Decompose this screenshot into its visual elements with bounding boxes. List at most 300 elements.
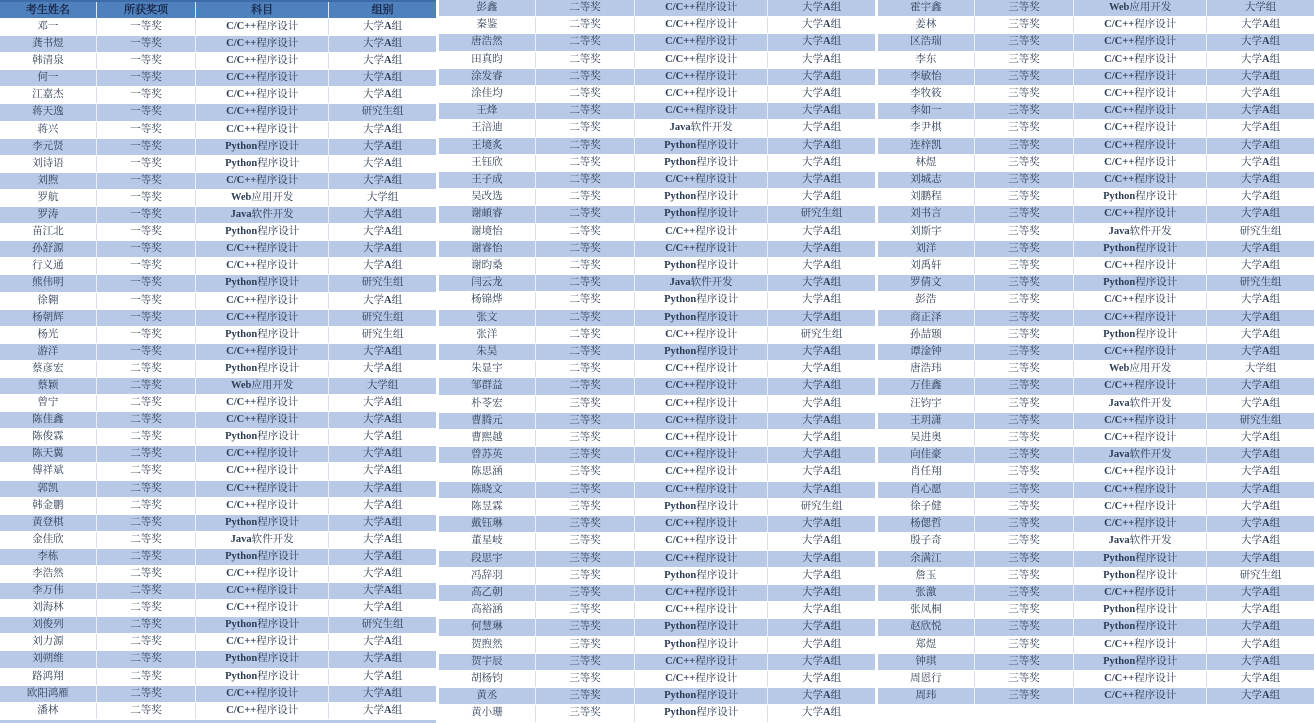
cell-group: 大学A组 bbox=[802, 483, 842, 495]
table-body-left bbox=[0, 19, 436, 720]
cell-name: 行义通 bbox=[0, 258, 97, 274]
cell-group: 大学A组 bbox=[802, 2, 842, 13]
cell-subject: Python程序设计 bbox=[1074, 189, 1207, 205]
cell-group: 大学A组 bbox=[802, 604, 842, 616]
cell-name: 蒋兴 bbox=[0, 122, 97, 138]
cell-subject: C/C++程序设计 bbox=[1074, 172, 1207, 188]
table-row bbox=[878, 619, 1314, 636]
cell-award: 三等奖 bbox=[536, 654, 635, 670]
cell-group: 大学A组 bbox=[802, 156, 842, 168]
cell-award: 二等奖 bbox=[536, 344, 635, 360]
cell-subject: C/C++程序设计 bbox=[1074, 344, 1207, 360]
table-row bbox=[0, 36, 436, 53]
cell-subject: C/C++程序设计 bbox=[1074, 413, 1207, 429]
cell-group: 大学A组 bbox=[363, 72, 403, 84]
table-row bbox=[439, 568, 875, 585]
cell-group: 大学A组 bbox=[363, 516, 403, 528]
cell-subject: C/C++程序设计 bbox=[196, 600, 329, 616]
table-row bbox=[439, 34, 875, 51]
cell-group: 大学A组 bbox=[802, 191, 842, 203]
cell-group: 大学A组 bbox=[802, 139, 842, 151]
cell-award: 三等奖 bbox=[975, 551, 1074, 567]
table-row bbox=[878, 671, 1314, 688]
table-row bbox=[0, 327, 436, 344]
table-row bbox=[878, 447, 1314, 464]
cell-subject: C/C++程序设计 bbox=[1074, 69, 1207, 85]
cell-award: 三等奖 bbox=[975, 688, 1074, 704]
cell-name: 谭淦钟 bbox=[878, 344, 975, 360]
cell-award: 一等奖 bbox=[97, 344, 196, 360]
cell-name: 肖心愿 bbox=[878, 482, 975, 498]
table-row bbox=[0, 190, 436, 207]
cell-subject: Python程序设计 bbox=[635, 258, 768, 274]
cell-award: 三等奖 bbox=[975, 292, 1074, 308]
cell-award: 三等奖 bbox=[975, 671, 1074, 687]
cell-name: 金佳欣 bbox=[0, 532, 97, 548]
cell-subject: C/C++程序设计 bbox=[196, 310, 329, 326]
cell-award: 二等奖 bbox=[97, 617, 196, 633]
cell-award: 三等奖 bbox=[975, 17, 1074, 33]
cell-subject: C/C++程序设计 bbox=[635, 464, 768, 480]
cell-award: 二等奖 bbox=[536, 120, 635, 136]
table-row bbox=[0, 600, 436, 617]
table-row bbox=[0, 395, 436, 412]
table-row bbox=[878, 430, 1314, 447]
cell-group: 大学A组 bbox=[1241, 242, 1281, 254]
cell-group: 大学A组 bbox=[1241, 70, 1281, 82]
cell-group: 大学A组 bbox=[363, 465, 403, 477]
cell-name: 涂佳均 bbox=[439, 86, 536, 102]
cell-name: 张文 bbox=[439, 310, 536, 326]
cell-name: 冯辞羽 bbox=[439, 568, 536, 584]
cell-name: 孙喆颋 bbox=[878, 327, 975, 343]
table-row bbox=[878, 499, 1314, 516]
cell-subject: Python程序设计 bbox=[635, 499, 768, 515]
cell-group: 大学A组 bbox=[363, 687, 403, 699]
cell-subject: C/C++程序设计 bbox=[1074, 464, 1207, 480]
cell-group: 大学A组 bbox=[1241, 500, 1281, 512]
table-row bbox=[439, 17, 875, 34]
cell-subject: C/C++程序设计 bbox=[196, 634, 329, 650]
cell-name: 蔡颖 bbox=[0, 378, 97, 394]
cell-award: 三等奖 bbox=[536, 602, 635, 618]
cell-award: 三等奖 bbox=[975, 275, 1074, 291]
cell-group: 大学A组 bbox=[363, 226, 403, 238]
cell-name: 谢昀桑 bbox=[439, 258, 536, 274]
table-row bbox=[439, 241, 875, 258]
cell-subject: C/C++程序设计 bbox=[196, 412, 329, 428]
cell-award: 一等奖 bbox=[97, 139, 196, 155]
cell-subject: C/C++程序设计 bbox=[196, 122, 329, 138]
cell-award: 三等奖 bbox=[536, 671, 635, 687]
cell-award: 三等奖 bbox=[975, 138, 1074, 154]
cell-award: 三等奖 bbox=[536, 499, 635, 515]
cell-name: 杨朝辉 bbox=[0, 310, 97, 326]
cell-subject: C/C++程序设计 bbox=[635, 602, 768, 618]
cell-group: 大学A组 bbox=[802, 174, 842, 186]
cell-award: 三等奖 bbox=[975, 103, 1074, 119]
cell-group: 大学A组 bbox=[1241, 380, 1281, 392]
cell-award: 三等奖 bbox=[975, 310, 1074, 326]
cell-award: 三等奖 bbox=[975, 206, 1074, 222]
table-row bbox=[439, 310, 875, 327]
cell-group: 大学A组 bbox=[363, 431, 403, 443]
cell-name: 曹腾元 bbox=[439, 413, 536, 429]
cell-name: 朴苓宏 bbox=[439, 396, 536, 412]
cell-award: 三等奖 bbox=[975, 69, 1074, 85]
cell-name: 李牧筱 bbox=[878, 86, 975, 102]
cell-name: 唐浩玮 bbox=[878, 361, 975, 377]
cell-subject: Python程序设计 bbox=[196, 275, 329, 291]
cell-award: 二等奖 bbox=[97, 703, 196, 719]
cell-group: 研究生组 bbox=[361, 106, 404, 118]
cell-award: 二等奖 bbox=[536, 327, 635, 343]
cell-award: 三等奖 bbox=[975, 258, 1074, 274]
cell-subject: C/C++程序设计 bbox=[196, 583, 329, 599]
cell-name: 陈昱霖 bbox=[439, 499, 536, 515]
cell-award: 三等奖 bbox=[975, 533, 1074, 549]
cell-subject: C/C++程序设计 bbox=[635, 396, 768, 412]
table-row bbox=[0, 207, 436, 224]
table-row bbox=[878, 189, 1314, 206]
table-row bbox=[878, 602, 1314, 619]
table-row bbox=[878, 310, 1314, 327]
cell-subject: C/C++程序设计 bbox=[1074, 17, 1207, 33]
table-row bbox=[878, 482, 1314, 499]
table-row bbox=[0, 566, 436, 583]
table-row bbox=[439, 533, 875, 550]
cell-award: 三等奖 bbox=[536, 396, 635, 412]
table-row bbox=[878, 533, 1314, 550]
cell-group: 大学A组 bbox=[1241, 604, 1281, 616]
cell-group: 大学A组 bbox=[802, 672, 842, 684]
cell-award: 三等奖 bbox=[975, 568, 1074, 584]
cell-group: 大学A组 bbox=[363, 243, 403, 255]
table-row bbox=[439, 52, 875, 69]
cell-name: 钟琪 bbox=[878, 654, 975, 670]
cell-subject: Python程序设计 bbox=[1074, 602, 1207, 618]
cell-subject: C/C++程序设计 bbox=[635, 378, 768, 394]
cell-subject: Python程序设计 bbox=[1074, 568, 1207, 584]
cell-group: 大学A组 bbox=[1241, 53, 1281, 65]
cell-award: 一等奖 bbox=[97, 53, 196, 69]
cell-award: 一等奖 bbox=[97, 258, 196, 274]
cell-name: 何一 bbox=[0, 70, 97, 86]
table-row bbox=[0, 463, 436, 480]
cell-name: 霍宇鑫 bbox=[878, 0, 975, 16]
table-row bbox=[439, 464, 875, 481]
table-row bbox=[878, 361, 1314, 378]
cell-subject: C/C++程序设计 bbox=[635, 516, 768, 532]
cell-subject: Python程序设计 bbox=[196, 156, 329, 172]
cell-group: 大学A组 bbox=[363, 533, 403, 545]
cell-name: 李东 bbox=[878, 52, 975, 68]
cell-group: 研究生组 bbox=[1239, 569, 1282, 581]
table-row bbox=[878, 585, 1314, 602]
cell-subject: C/C++程序设计 bbox=[635, 482, 768, 498]
cell-subject: C/C++程序设计 bbox=[635, 413, 768, 429]
cell-award: 二等奖 bbox=[97, 481, 196, 497]
cell-subject: C/C++程序设计 bbox=[635, 103, 768, 119]
cell-name: 戴钰琳 bbox=[439, 516, 536, 532]
cell-name: 赵欣悦 bbox=[878, 619, 975, 635]
cell-group: 大学A组 bbox=[802, 277, 842, 289]
cell-award: 一等奖 bbox=[97, 122, 196, 138]
cell-name: 孙舒源 bbox=[0, 241, 97, 257]
cell-subject: C/C++程序设计 bbox=[196, 395, 329, 411]
cell-name: 唐浩然 bbox=[439, 34, 536, 50]
cell-award: 二等奖 bbox=[97, 686, 196, 702]
cell-award: 二等奖 bbox=[536, 34, 635, 50]
cell-subject: Python程序设计 bbox=[1074, 619, 1207, 635]
cell-subject: C/C++程序设计 bbox=[1074, 585, 1207, 601]
cell-group: 大学A组 bbox=[802, 449, 842, 461]
cell-subject: C/C++程序设计 bbox=[1074, 86, 1207, 102]
cell-subject: Web应用开发 bbox=[1074, 0, 1207, 16]
cell-subject: Python程序设计 bbox=[635, 568, 768, 584]
cell-subject: Python程序设计 bbox=[196, 651, 329, 667]
cell-award: 三等奖 bbox=[536, 637, 635, 653]
cell-subject: Web应用开发 bbox=[1074, 361, 1207, 377]
cell-subject: Java软件开发 bbox=[196, 207, 329, 223]
table-row bbox=[878, 206, 1314, 223]
table-row bbox=[0, 139, 436, 156]
cell-subject: C/C++程序设计 bbox=[196, 498, 329, 514]
cell-group: 大学A组 bbox=[363, 602, 403, 614]
table-row bbox=[0, 583, 436, 600]
cell-award: 一等奖 bbox=[97, 156, 196, 172]
cell-name: 王烽 bbox=[439, 103, 536, 119]
table-row bbox=[439, 172, 875, 189]
cell-award: 二等奖 bbox=[97, 669, 196, 685]
cell-name: 张凤桐 bbox=[878, 602, 975, 618]
cell-subject: C/C++程序设计 bbox=[1074, 138, 1207, 154]
cell-name: 林煜 bbox=[878, 155, 975, 171]
table-row bbox=[439, 637, 875, 654]
table-row bbox=[439, 499, 875, 516]
cell-name: 路鸿翔 bbox=[0, 669, 97, 685]
cell-name: 刘书言 bbox=[878, 206, 975, 222]
table-row bbox=[439, 619, 875, 636]
cell-name: 吴进奥 bbox=[878, 430, 975, 446]
cell-name: 向佳豪 bbox=[878, 447, 975, 463]
table-row bbox=[878, 224, 1314, 241]
table-row bbox=[439, 69, 875, 86]
table-row bbox=[878, 172, 1314, 189]
cell-subject: C/C++程序设计 bbox=[635, 551, 768, 567]
table-row bbox=[0, 53, 436, 70]
cell-award: 三等奖 bbox=[975, 0, 1074, 16]
table-row bbox=[439, 671, 875, 688]
cell-group: 大学A组 bbox=[802, 294, 842, 306]
cell-award: 二等奖 bbox=[536, 292, 635, 308]
cell-subject: C/C++程序设计 bbox=[635, 327, 768, 343]
cell-group: 大学A组 bbox=[802, 70, 842, 82]
cell-subject: C/C++程序设计 bbox=[196, 463, 329, 479]
cell-group: 研究生组 bbox=[1239, 225, 1282, 237]
table-row bbox=[439, 120, 875, 137]
table-row bbox=[878, 654, 1314, 671]
table-row bbox=[878, 551, 1314, 568]
cell-name: 欧阳鸿雁 bbox=[0, 686, 97, 702]
cell-name: 刘斯宇 bbox=[878, 224, 975, 240]
cell-award: 二等奖 bbox=[536, 138, 635, 154]
cell-subject: C/C++程序设计 bbox=[1074, 482, 1207, 498]
cell-award: 二等奖 bbox=[97, 532, 196, 548]
cell-name: 黄登棋 bbox=[0, 515, 97, 531]
cell-subject: Python程序设计 bbox=[1074, 327, 1207, 343]
cell-name: 蔡彦宏 bbox=[0, 361, 97, 377]
cell-name: 刘力源 bbox=[0, 634, 97, 650]
cell-group: 研究生组 bbox=[800, 328, 843, 340]
cell-award: 三等奖 bbox=[975, 464, 1074, 480]
cell-name: 邓一 bbox=[0, 19, 97, 35]
cell-subject: C/C++程序设计 bbox=[635, 0, 768, 16]
cell-name: 江嘉杰 bbox=[0, 87, 97, 103]
table-row bbox=[878, 258, 1314, 275]
cell-award: 二等奖 bbox=[97, 600, 196, 616]
cell-name: 李如一 bbox=[878, 103, 975, 119]
cell-award: 二等奖 bbox=[97, 566, 196, 582]
cell-subject: Python程序设计 bbox=[196, 327, 329, 343]
table-row bbox=[439, 482, 875, 499]
cell-group: 研究生组 bbox=[800, 500, 843, 512]
column-header-candidate-name: 考生姓名 bbox=[0, 2, 97, 18]
table-row bbox=[0, 87, 436, 104]
table-row bbox=[439, 585, 875, 602]
table-row bbox=[0, 669, 436, 686]
cell-subject: Python程序设计 bbox=[196, 617, 329, 633]
cell-name: 董星岐 bbox=[439, 533, 536, 549]
table-row bbox=[439, 0, 875, 17]
cell-name: 段思宇 bbox=[439, 551, 536, 567]
table-row bbox=[0, 275, 436, 292]
cell-group: 大学A组 bbox=[802, 466, 842, 478]
cell-group: 大学A组 bbox=[363, 704, 403, 716]
cell-name: 陈天翼 bbox=[0, 446, 97, 462]
cell-group: 研究生组 bbox=[361, 311, 404, 323]
cell-subject: C/C++程序设计 bbox=[1074, 103, 1207, 119]
cell-subject: C/C++程序设计 bbox=[196, 258, 329, 274]
table-row bbox=[0, 344, 436, 361]
cell-award: 二等奖 bbox=[97, 446, 196, 462]
cell-subject: C/C++程序设计 bbox=[196, 241, 329, 257]
table-row bbox=[439, 378, 875, 395]
cell-group: 大学A组 bbox=[1241, 483, 1281, 495]
cell-award: 二等奖 bbox=[97, 651, 196, 667]
cell-subject: Python程序设计 bbox=[196, 224, 329, 240]
cell-name: 刘鹏程 bbox=[878, 189, 975, 205]
cell-name: 陈晓文 bbox=[439, 482, 536, 498]
cell-group: 研究生组 bbox=[361, 619, 404, 631]
cell-award: 一等奖 bbox=[97, 293, 196, 309]
cell-name: 姜林 bbox=[878, 17, 975, 33]
table-row bbox=[878, 69, 1314, 86]
cell-name: 徐翱 bbox=[0, 293, 97, 309]
cell-subject: Python程序设计 bbox=[1074, 275, 1207, 291]
cell-name: 商正泽 bbox=[878, 310, 975, 326]
cell-name: 闫云龙 bbox=[439, 275, 536, 291]
table-row bbox=[0, 122, 436, 139]
table-row bbox=[0, 481, 436, 498]
cell-group: 大学A组 bbox=[802, 397, 842, 409]
cell-name: 罗涛 bbox=[0, 207, 97, 223]
table-row bbox=[0, 156, 436, 173]
cell-group: 大学A组 bbox=[802, 242, 842, 254]
cell-award: 三等奖 bbox=[975, 516, 1074, 532]
cell-group: 大学A组 bbox=[363, 482, 403, 494]
cell-group: 大学A组 bbox=[1241, 191, 1281, 203]
cell-subject: C/C++程序设计 bbox=[1074, 671, 1207, 687]
cell-subject: C/C++程序设计 bbox=[196, 173, 329, 189]
table-row bbox=[439, 430, 875, 447]
cell-group: 大学A组 bbox=[802, 707, 842, 719]
cell-subject: Python程序设计 bbox=[635, 705, 768, 721]
table-row bbox=[878, 0, 1314, 17]
cell-group: 大学A组 bbox=[1241, 260, 1281, 272]
table-row bbox=[0, 651, 436, 668]
cell-group: 大学A组 bbox=[363, 260, 403, 272]
cell-group: 大学A组 bbox=[363, 209, 403, 221]
cell-subject: C/C++程序设计 bbox=[196, 566, 329, 582]
cell-subject: Java软件开发 bbox=[196, 532, 329, 548]
cell-subject: Python程序设计 bbox=[635, 619, 768, 635]
cell-subject: Python程序设计 bbox=[635, 292, 768, 308]
cell-subject: C/C++程序设计 bbox=[196, 481, 329, 497]
cell-group: 大学A组 bbox=[802, 638, 842, 650]
cell-group: 大学A组 bbox=[802, 380, 842, 392]
cell-subject: Python程序设计 bbox=[196, 139, 329, 155]
cell-subject: Web应用开发 bbox=[196, 378, 329, 394]
cell-name: 谢睿怡 bbox=[439, 241, 536, 257]
cell-subject: C/C++程序设计 bbox=[1074, 310, 1207, 326]
cell-group: 大学A组 bbox=[1241, 139, 1281, 151]
cell-name: 殷子奇 bbox=[878, 533, 975, 549]
cell-award: 三等奖 bbox=[975, 619, 1074, 635]
cell-subject: Python程序设计 bbox=[635, 155, 768, 171]
cell-name: 杨光 bbox=[0, 327, 97, 343]
cell-award: 二等奖 bbox=[536, 206, 635, 222]
cell-award: 一等奖 bbox=[97, 327, 196, 343]
cell-subject: C/C++程序设计 bbox=[1074, 155, 1207, 171]
cell-award: 二等奖 bbox=[97, 361, 196, 377]
cell-name: 区浩瑞 bbox=[878, 34, 975, 50]
table-row bbox=[0, 686, 436, 703]
cell-group: 研究生组 bbox=[800, 208, 843, 220]
cell-name: 郑煜 bbox=[878, 637, 975, 653]
cell-name: 徐子健 bbox=[878, 499, 975, 515]
table-row bbox=[878, 292, 1314, 309]
cell-name: 彭鑫 bbox=[439, 0, 536, 16]
cell-award: 二等奖 bbox=[536, 275, 635, 291]
table-row bbox=[0, 498, 436, 515]
column-header-award: 所获奖项 bbox=[97, 2, 196, 18]
cell-award: 三等奖 bbox=[975, 34, 1074, 50]
table-row bbox=[439, 413, 875, 430]
cell-award: 一等奖 bbox=[97, 173, 196, 189]
cell-name: 傅祥斌 bbox=[0, 463, 97, 479]
cell-award: 三等奖 bbox=[975, 120, 1074, 136]
cell-subject: C/C++程序设计 bbox=[196, 293, 329, 309]
cell-group: 大学A组 bbox=[363, 123, 403, 135]
cell-subject: C/C++程序设计 bbox=[196, 70, 329, 86]
cell-award: 三等奖 bbox=[975, 585, 1074, 601]
cell-award: 二等奖 bbox=[536, 155, 635, 171]
cell-subject: C/C++程序设计 bbox=[1074, 52, 1207, 68]
cell-subject: C/C++程序设计 bbox=[1074, 206, 1207, 222]
cell-subject: C/C++程序设计 bbox=[196, 344, 329, 360]
cell-subject: C/C++程序设计 bbox=[196, 703, 329, 719]
